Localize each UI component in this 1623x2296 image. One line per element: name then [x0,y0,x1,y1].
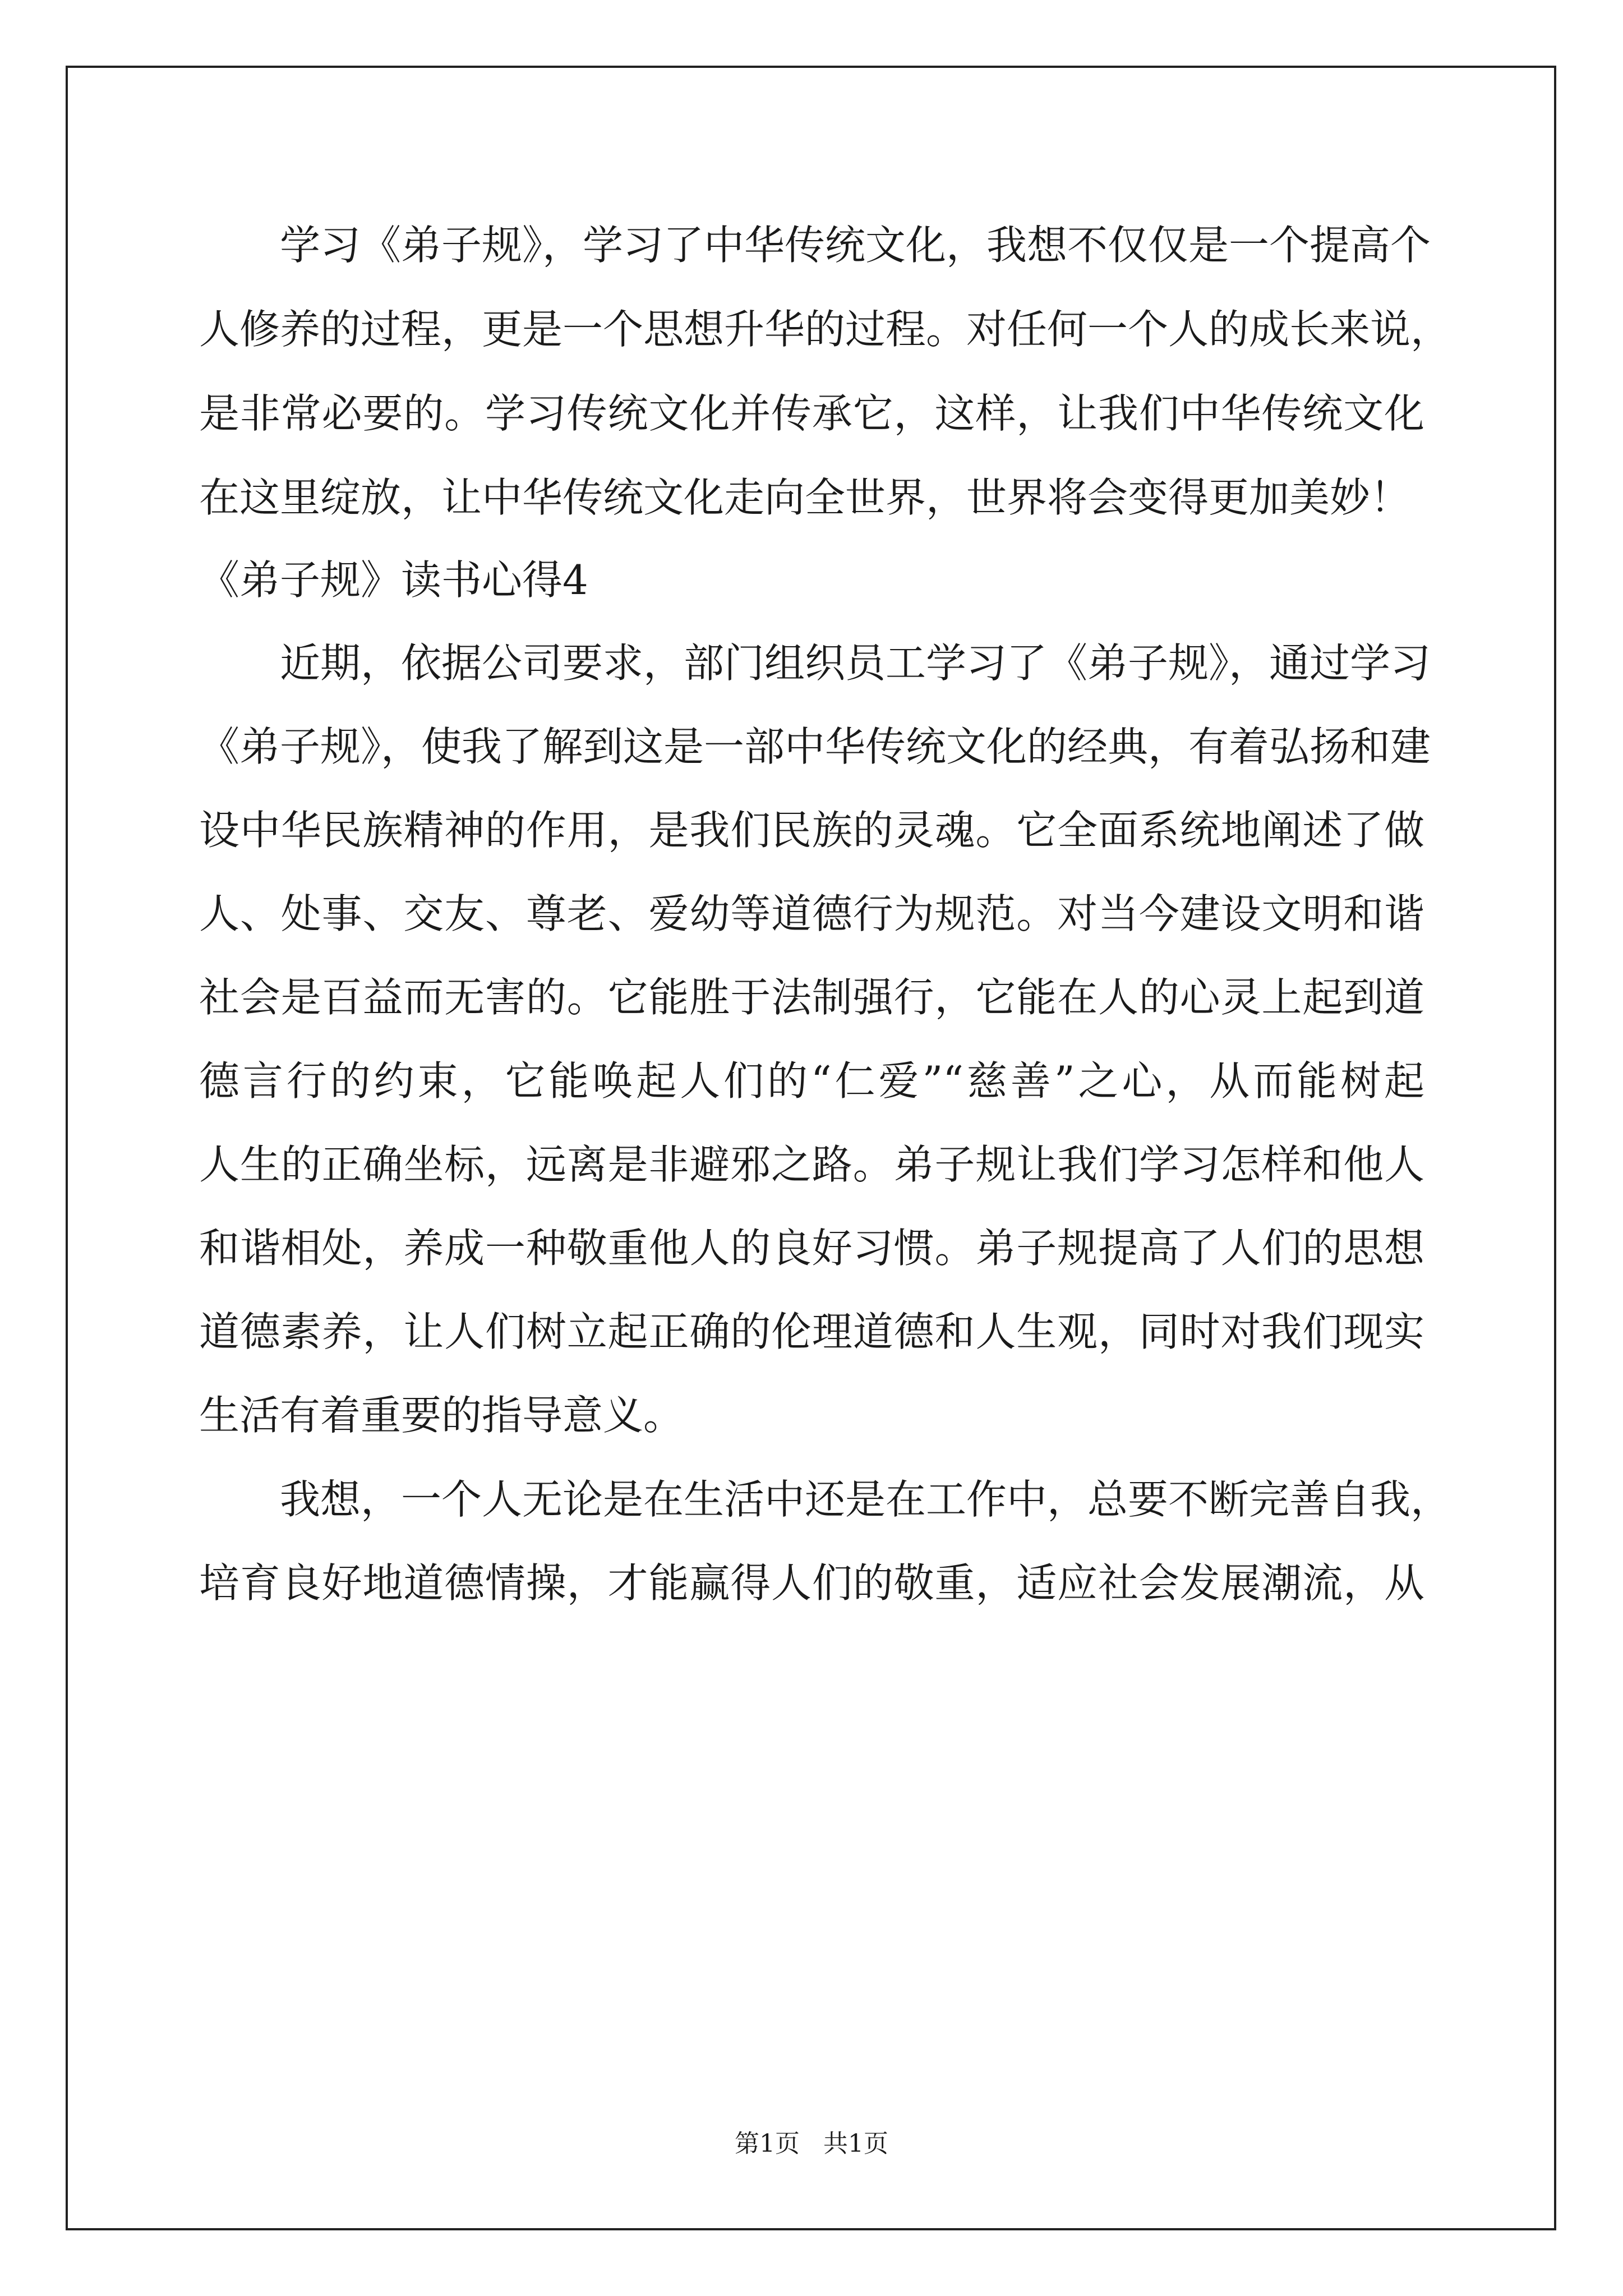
paragraph-line: 在这里绽放，让中华传统文化走向全世界，世界将会变得更加美妙！ [199,474,1411,521]
paragraph-line: 道德素养，让人们树立起正确的伦理道德和人生观，同时对我们现实 [199,1308,1424,1355]
paragraph-line: 培育良好地道德情操，才能赢得人们的敬重，适应社会发展潮流，从 [199,1559,1424,1607]
paragraph-line: 德言行的约束，它能唤起人们的“仁爱”“慈善”之心，从而能树起 [199,1057,1424,1105]
paragraph-line: 社会是百益而无害的。它能胜于法制强行，它能在人的心灵上起到道 [199,974,1424,1021]
paragraph-line: 近期，依据公司要求，部门组织员工学习了《弟子规》，通过学习 [199,639,1431,687]
section-heading: 《弟子规》读书心得4 [199,556,588,604]
paragraph-line: 《弟子规》，使我了解到这是一部中华传统文化的经典，有着弘扬和建 [199,723,1431,770]
paragraph-line: 人生的正确坐标，远离是非避邪之路。弟子规让我们学习怎样和他人 [199,1141,1424,1188]
paragraph-line: 设中华民族精神的作用，是我们民族的灵魂。它全面系统地阐述了做 [199,807,1424,854]
page-total: 共1页 [823,2129,888,2158]
paragraph-line: 学习《弟子规》，学习了中华传统文化，我想不仅仅是一个提高个 [199,222,1431,269]
paragraph-line: 我想，一个人无论是在生活中还是在工作中，总要不断完善自我， [199,1476,1451,1523]
page-number: 第1页 [735,2129,800,2158]
paragraph-line: 人、处事、交友、尊老、爱幼等道德行为规范。对当今建设文明和谐 [199,890,1424,937]
paragraph-line: 生活有着重要的指导意义。 [199,1392,684,1439]
paragraph-line: 人修养的过程，更是一个思想升华的过程。对任何一个人的成长来说， [199,306,1451,353]
page-footer [0,2127,1623,2161]
paragraph-line: 是非常必要的。学习传统文化并传承它，这样，让我们中华传统文化 [199,390,1424,437]
paragraph-line: 和谐相处，养成一种敬重他人的良好习惯。弟子规提高了人们的思想 [199,1225,1424,1272]
